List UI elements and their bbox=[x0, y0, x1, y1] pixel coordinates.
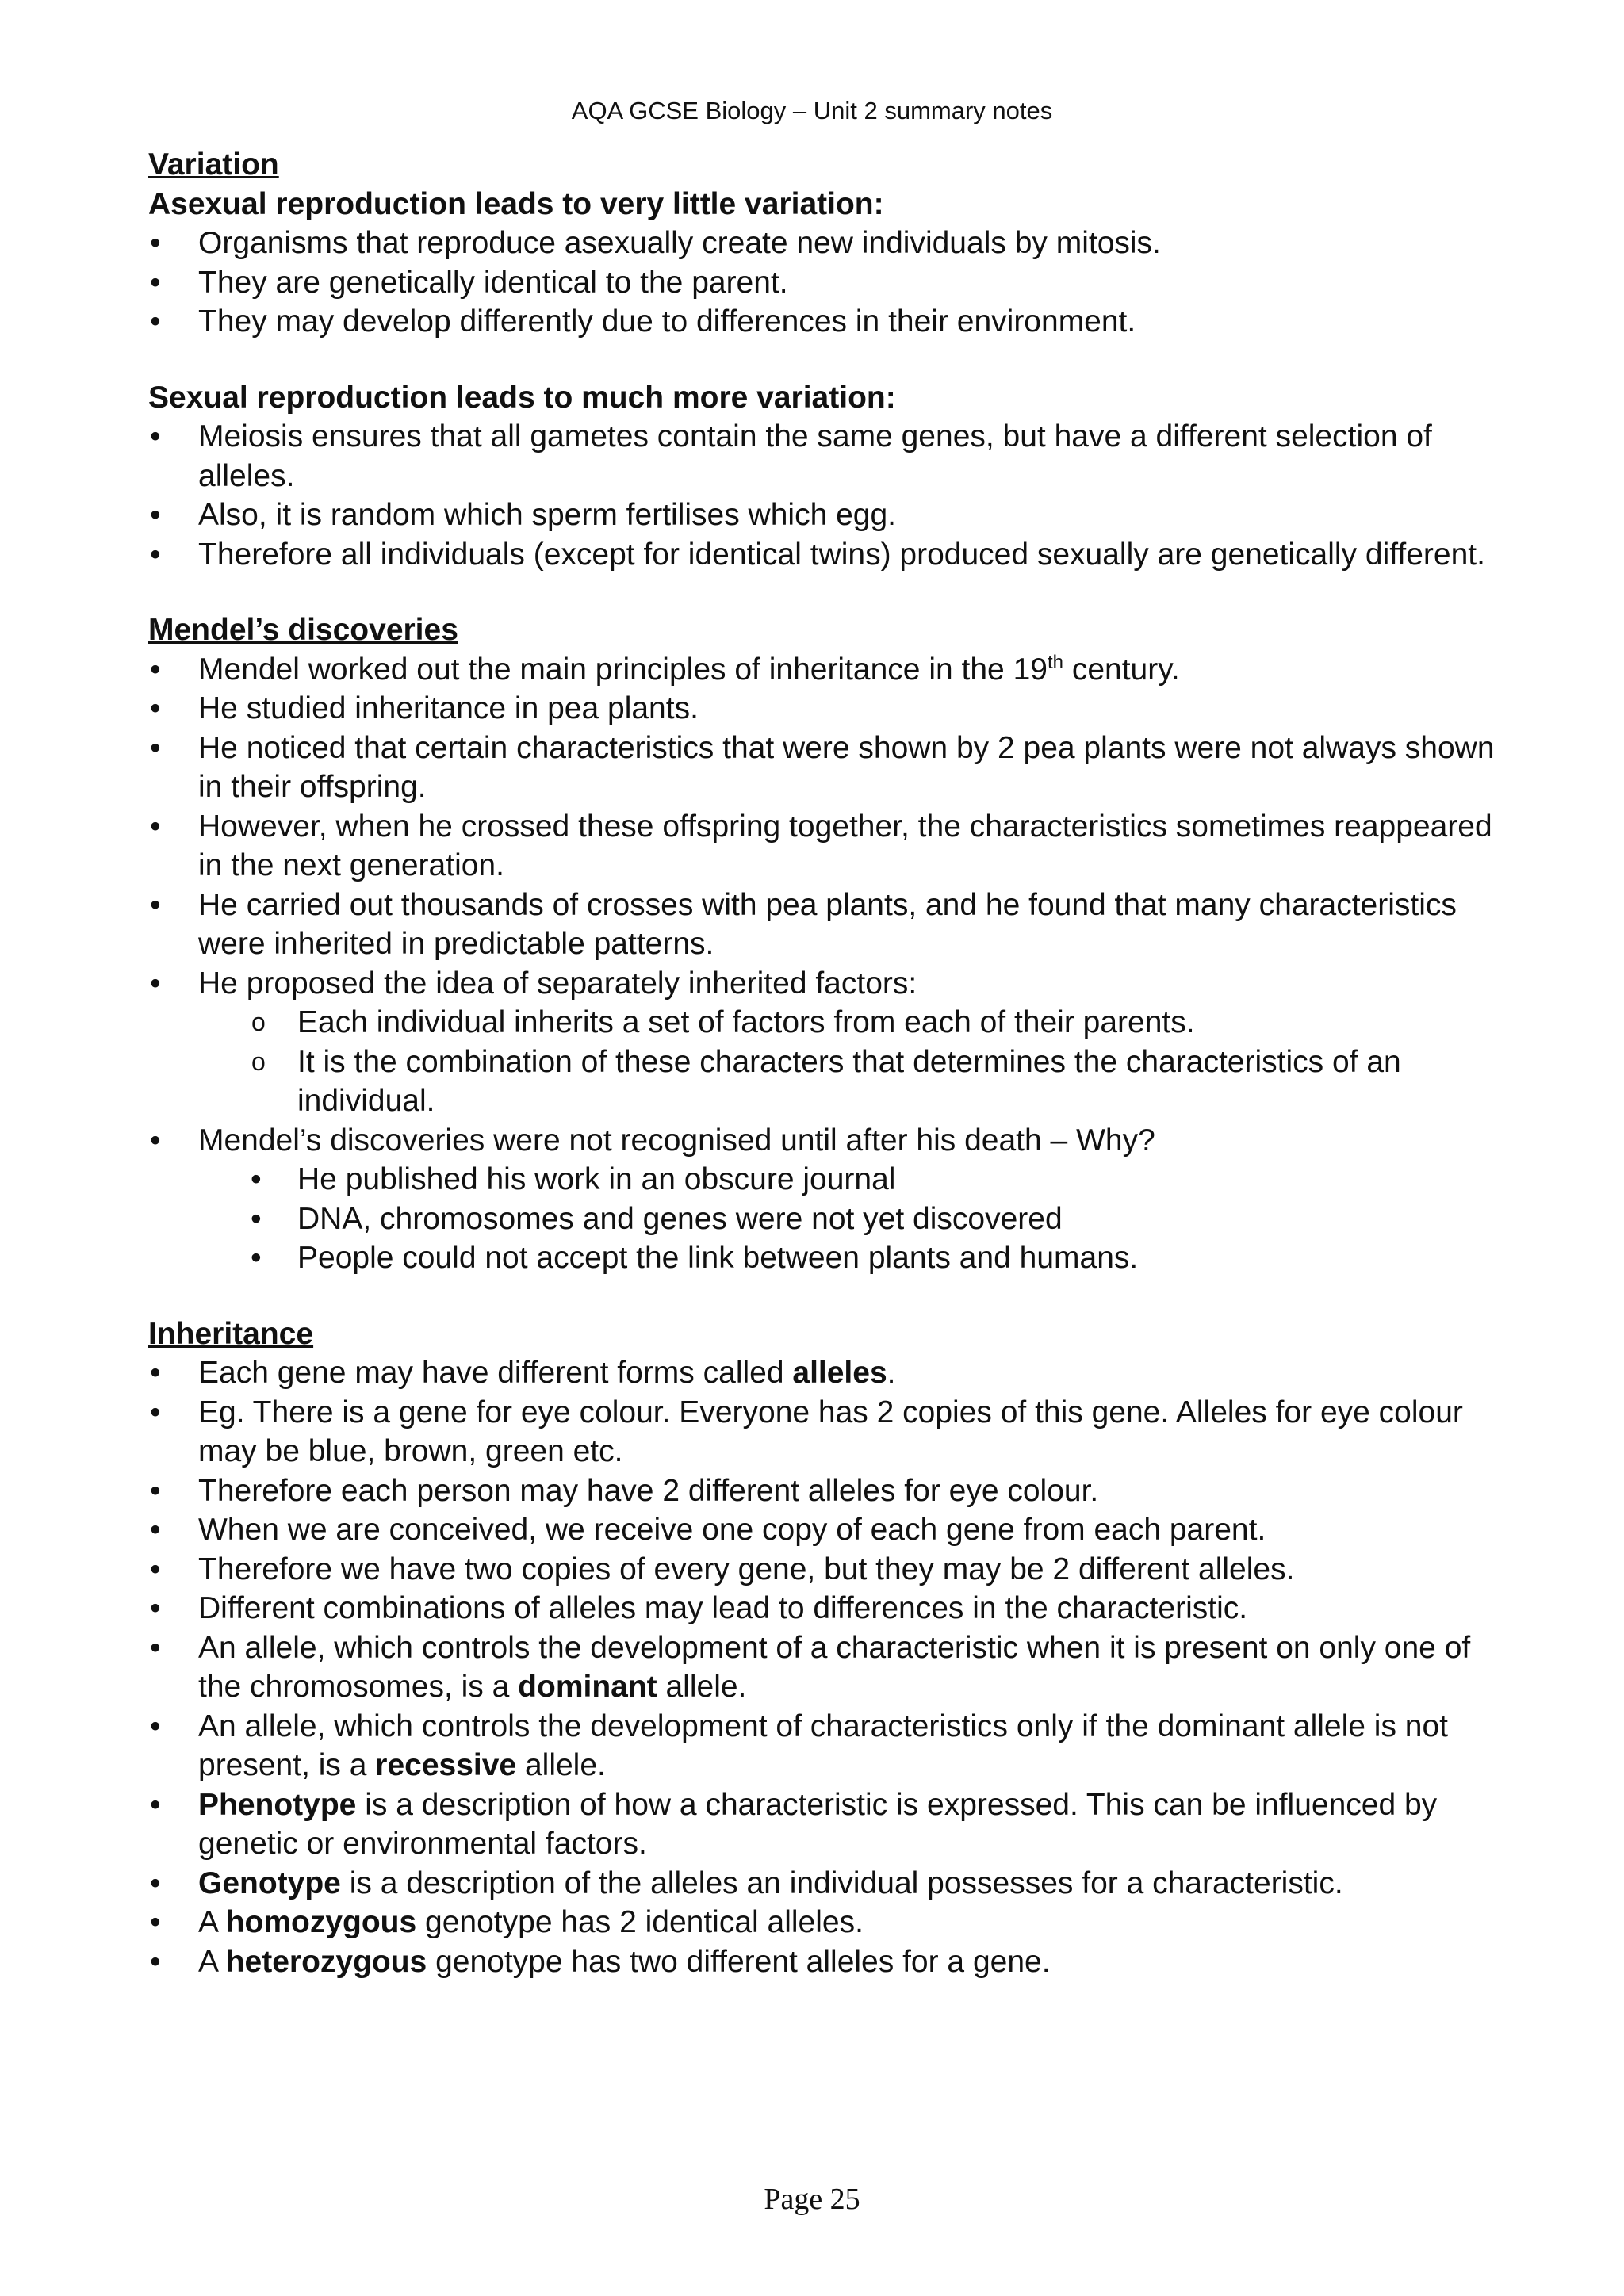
list-item: • They are genetically identical to the parent. bbox=[148, 263, 1496, 303]
list-item: • He noticed that certain characteristics that were shown by 2 pea plants were not always shown in their offspring. bbox=[148, 729, 1496, 807]
list-item: • He carried out thousands of crosses with pea plants, and he found that many characteristics were inherited in predictable patterns. bbox=[148, 886, 1496, 964]
item-text: allele. bbox=[516, 1748, 606, 1782]
list-item bbox=[148, 1353, 1496, 1393]
key-term: alleles bbox=[792, 1356, 887, 1390]
page-header: AQA GCSE Biology – Unit 2 summary notes bbox=[571, 97, 1053, 124]
list-item: • Therefore we have two copies of every gene, but they may be 2 different alleles. bbox=[148, 1550, 1496, 1590]
item-text: genotype has 2 identical alleles. bbox=[416, 1905, 864, 1939]
item-text: is a description of the alleles an individual possesses for a characteristic. bbox=[340, 1866, 1343, 1900]
sub-list-item: • People could not accept the link between plants and humans. bbox=[148, 1238, 1496, 1278]
asexual-subheading: Asexual reproduction leads to very little variation: bbox=[148, 186, 884, 221]
list-item bbox=[148, 1785, 1496, 1864]
list-item bbox=[148, 1942, 1496, 1982]
list-item bbox=[148, 1707, 1496, 1785]
list-item: • When we are conceived, we receive one copy of each gene from each parent. bbox=[148, 1510, 1496, 1550]
sub-list-item: • DNA, chromosomes and genes were not yet discovered bbox=[148, 1200, 1496, 1239]
mendel-century-end: century. bbox=[1063, 652, 1180, 687]
variation-heading: Variation bbox=[148, 147, 279, 182]
mendel-century-text: Mendel worked out the main principles of inheritance in the 19 bbox=[198, 652, 1048, 687]
ordinal-suffix: th bbox=[1047, 651, 1063, 673]
list-item: • Organisms that reproduce asexually create new individuals by mitosis. bbox=[148, 224, 1496, 263]
list-item bbox=[148, 1628, 1496, 1707]
item-text: is a description of how a characteristic is expressed. This can be influenced by genetic or environmental factors. bbox=[198, 1787, 1438, 1861]
mendel-heading: Mendel’s discoveries bbox=[148, 613, 458, 647]
item-text: allele. bbox=[657, 1670, 747, 1704]
list-item: • He proposed the idea of separately inherited factors: bbox=[148, 964, 1496, 1004]
sub-list-item: o It is the combination of these characters that determines the characteristics of an individual. bbox=[148, 1043, 1496, 1121]
inheritance-list bbox=[148, 1353, 1496, 1981]
key-term: Genotype bbox=[198, 1866, 341, 1900]
list-item: • They may develop differently due to differences in their environment. bbox=[148, 302, 1496, 342]
list-item bbox=[148, 650, 1496, 690]
list-item: • Eg. There is a gene for eye colour. Everyone has 2 copies of this gene. Alleles for eye colour may be blue, brown, green etc. bbox=[148, 1393, 1496, 1471]
key-term: heterozygous bbox=[225, 1944, 427, 1979]
item-text: An allele, which controls the development of a characteristic when it is present on only one of the chromosomes, is a bbox=[198, 1630, 1471, 1704]
sexual-list bbox=[148, 417, 1496, 574]
key-term: dominant bbox=[518, 1670, 657, 1704]
list-item: • Therefore all individuals (except for identical twins) produced sexually are genetically different. bbox=[148, 535, 1496, 575]
list-item: • Mendel’s discoveries were not recognised until after his death – Why? bbox=[148, 1121, 1496, 1161]
mendel-list bbox=[148, 650, 1496, 1278]
list-item: • He studied inheritance in pea plants. bbox=[148, 689, 1496, 729]
key-term: Phenotype bbox=[198, 1787, 357, 1822]
list-item: • Therefore each person may have 2 different alleles for eye colour. bbox=[148, 1471, 1496, 1511]
item-text: A bbox=[198, 1944, 226, 1979]
list-item: • Also, it is random which sperm fertilises which egg. bbox=[148, 496, 1496, 535]
key-term: recessive bbox=[375, 1748, 517, 1782]
page-content bbox=[148, 145, 1496, 1981]
list-item bbox=[148, 1903, 1496, 1942]
list-item bbox=[148, 1864, 1496, 1904]
list-item: • Different combinations of alleles may lead to differences in the characteristic. bbox=[148, 1589, 1496, 1628]
asexual-list bbox=[148, 224, 1496, 342]
sub-list-item: • He published his work in an obscure journal bbox=[148, 1160, 1496, 1200]
sub-list-item: o Each individual inherits a set of factors from each of their parents. bbox=[148, 1003, 1496, 1043]
list-item: • Meiosis ensures that all gametes contain the same genes, but have a different selection of alleles. bbox=[148, 417, 1496, 496]
item-text: A bbox=[198, 1905, 226, 1939]
list-item: • However, when he crossed these offspring together, the characteristics sometimes reappeared in the next generation. bbox=[148, 807, 1496, 886]
item-text: An allele, which controls the development of characteristics only if the dominant allele is not present, is a bbox=[198, 1709, 1448, 1782]
sexual-subheading: Sexual reproduction leads to much more variation: bbox=[148, 380, 896, 415]
item-text: . bbox=[887, 1356, 896, 1390]
page-number: Page 25 bbox=[764, 2183, 860, 2216]
item-text: genotype has two different alleles for a gene. bbox=[427, 1944, 1051, 1979]
inheritance-heading: Inheritance bbox=[148, 1316, 314, 1351]
key-term: homozygous bbox=[225, 1905, 417, 1939]
item-text: Each gene may have different forms called bbox=[198, 1356, 793, 1390]
